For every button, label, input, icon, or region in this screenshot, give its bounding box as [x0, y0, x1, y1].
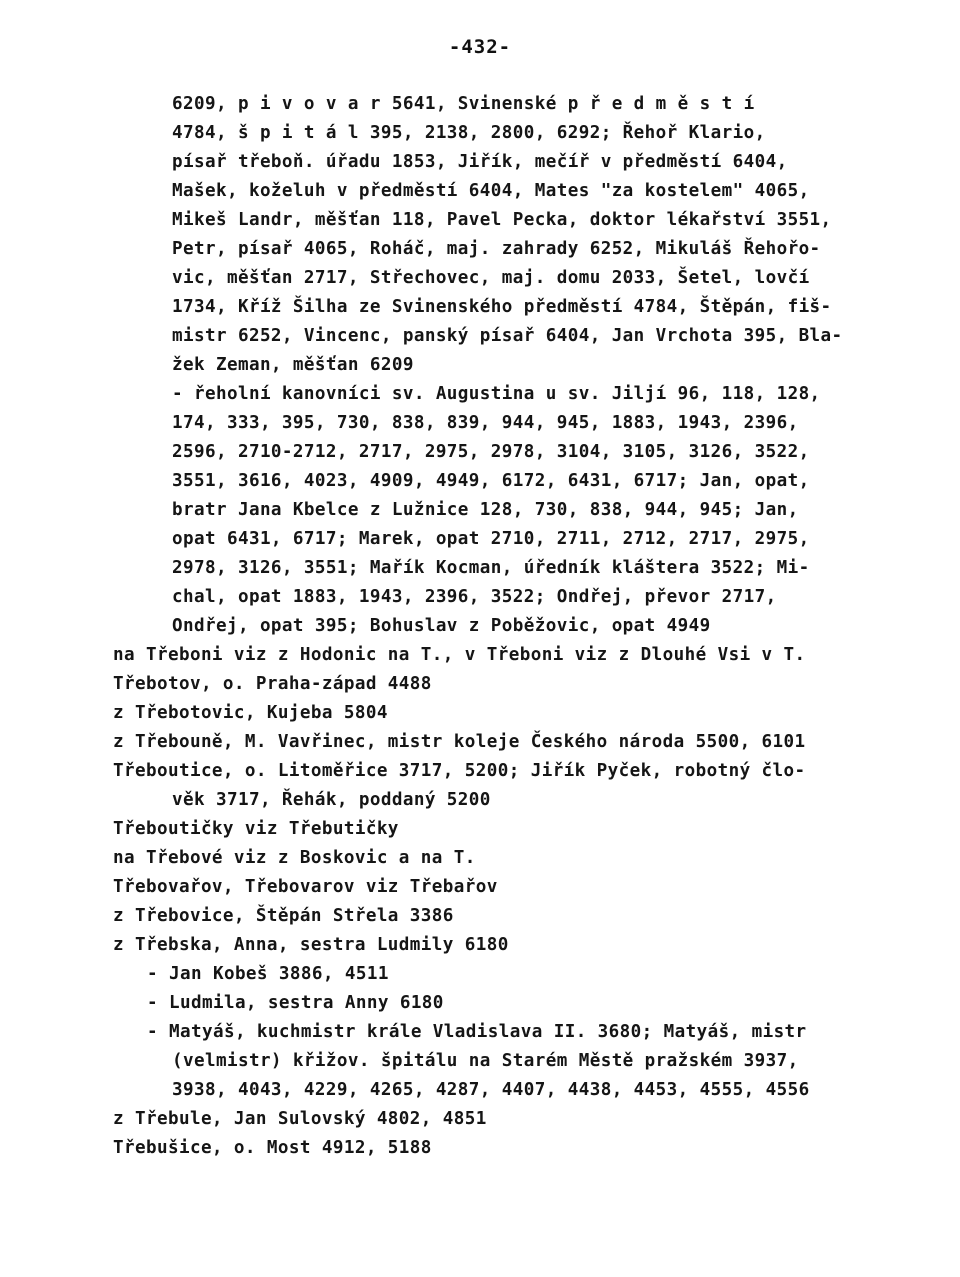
text-line: 1734, Kříž Šilha ze Svinenského předměstí 4784, Štěpán, fiš- [172, 297, 832, 317]
text-line: Třebotov, o. Praha-západ 4488 [113, 674, 432, 694]
text-line: bratr Jana Kbelce z Lužnice 128, 730, 838, 944, 945; Jan, [172, 500, 799, 520]
text-line: Petr, písař 4065, Roháč, maj. zahrady 6252, Mikuláš Řehořo- [172, 239, 821, 259]
text-line: na Třeboni viz z Hodonic na T., v Třeboni viz z Dlouhé Vsi v T. [113, 645, 806, 665]
text-line: chal, opat 1883, 1943, 2396, 3522; Ondřej, převor 2717, [172, 587, 777, 607]
text-line: Třebovařov, Třebovarov viz Třebařov [113, 877, 498, 897]
text-line: 3551, 3616, 4023, 4909, 4949, 6172, 6431, 6717; Jan, opat, [172, 471, 810, 491]
text-line: 6209, p i v o v a r 5641, Svinenské p ř e d m ě s t í [172, 94, 755, 114]
text-line: Ondřej, opat 395; Bohuslav z Poběžovic, opat 4949 [172, 616, 711, 636]
text-line: 2978, 3126, 3551; Mařík Kocman, úředník kláštera 3522; Mi- [172, 558, 810, 578]
index-text [0, 90, 960, 1163]
text-line: Mikeš Landr, měšťan 118, Pavel Pecka, doktor lékařství 3551, [172, 210, 832, 230]
text-line: z Třebska, Anna, sestra Ludmily 6180 [113, 935, 509, 955]
text-line: Třebušice, o. Most 4912, 5188 [113, 1138, 432, 1158]
text-line: 3938, 4043, 4229, 4265, 4287, 4407, 4438, 4453, 4555, 4556 [172, 1080, 810, 1100]
text-line: z Třebouně, M. Vavřinec, mistr koleje Českého národa 5500, 6101 [113, 732, 806, 752]
text-line: 174, 333, 395, 730, 838, 839, 944, 945, 1883, 1943, 2396, [172, 413, 799, 433]
text-line: Třeboutičky viz Třebutičky [113, 819, 399, 839]
text-line: z Třebule, Jan Sulovský 4802, 4851 [113, 1109, 487, 1129]
text-line: 2596, 2710-2712, 2717, 2975, 2978, 3104, 3105, 3126, 3522, [172, 442, 810, 462]
text-line: opat 6431, 6717; Marek, opat 2710, 2711, 2712, 2717, 2975, [172, 529, 810, 549]
text-line: - Ludmila, sestra Anny 6180 [147, 993, 444, 1013]
text-line: mistr 6252, Vincenc, panský písař 6404, Jan Vrchota 395, Bla- [172, 326, 843, 346]
text-line: z Třebovice, Štěpán Střela 3386 [113, 906, 454, 926]
text-line: Třeboutice, o. Litoměřice 3717, 5200; Jiřík Pyček, robotný člo- [113, 761, 806, 781]
text-line: - řeholní kanovníci sv. Augustina u sv. Jiljí 96, 118, 128, [172, 384, 821, 404]
text-line: vic, měšťan 2717, Střechovec, maj. domu 2033, Šetel, lovčí [172, 268, 810, 288]
text-line: - Jan Kobeš 3886, 4511 [147, 964, 389, 984]
text-line: Mašek, koželuh v předměstí 6404, Mates "za kostelem" 4065, [172, 181, 810, 201]
text-line: písař třeboň. úřadu 1853, Jiřík, mečíř v předměstí 6404, [172, 152, 788, 172]
text-line: 4784, š p i t á l 395, 2138, 2800, 6292; Řehoř Klario, [172, 123, 766, 143]
text-line: věk 3717, Řehák, poddaný 5200 [172, 790, 491, 810]
page-number: -432- [448, 36, 512, 58]
text-line: (velmistr) křižov. špitálu na Starém Městě pražském 3937, [172, 1051, 799, 1071]
text-line: na Třebové viz z Boskovic a na T. [113, 848, 476, 868]
text-line: z Třebotovic, Kujeba 5804 [113, 703, 388, 723]
text-line: - Matyáš, kuchmistr krále Vladislava II. 3680; Matyáš, mistr [147, 1022, 807, 1042]
text-line: žek Zeman, měšťan 6209 [172, 355, 414, 375]
